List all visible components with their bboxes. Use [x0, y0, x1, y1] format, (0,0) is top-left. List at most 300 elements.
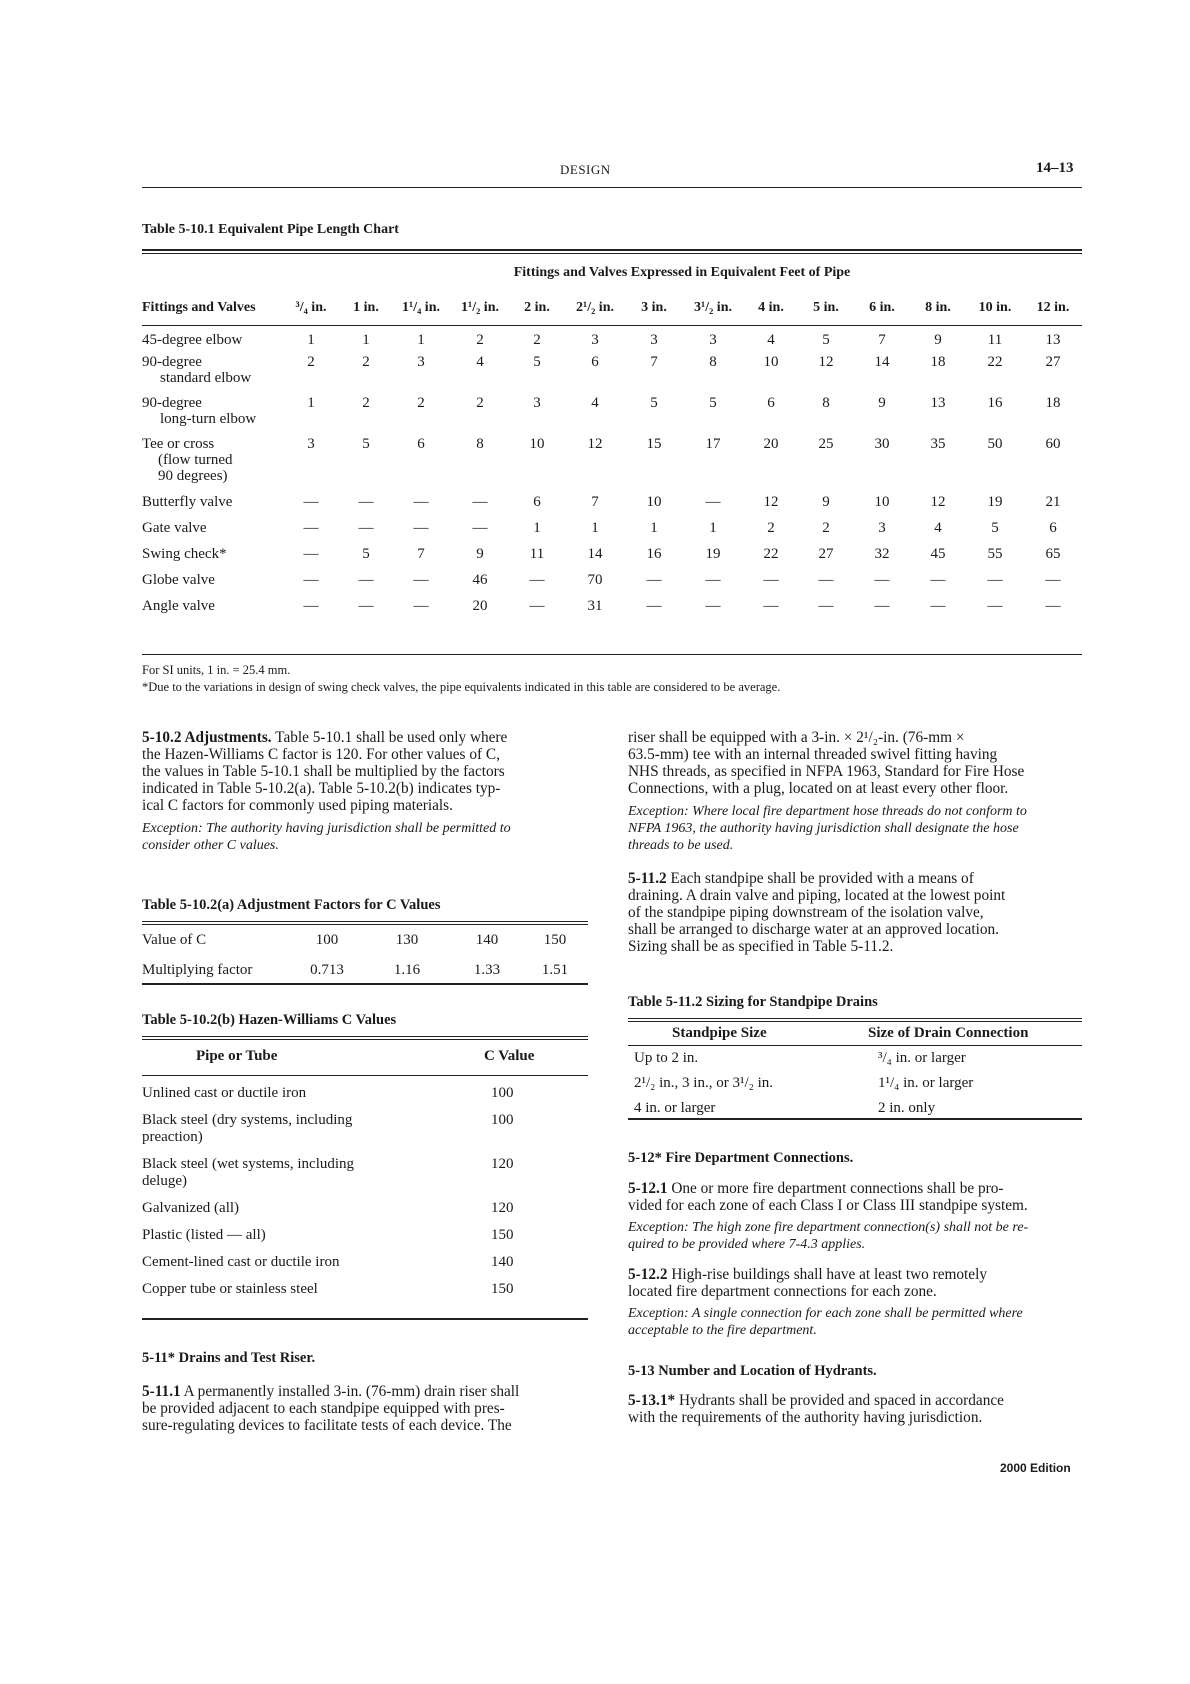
- para-line: riser shall be equipped with a 3-in. × 2¹/₂-in. (76-mm ×: [628, 729, 965, 746]
- table-row: [142, 326, 1082, 352]
- table-cell: —: [874, 571, 890, 588]
- table-cell: 18: [930, 353, 946, 370]
- row-label: [142, 596, 282, 622]
- table-cell: 6: [1049, 519, 1057, 536]
- table-cell: 5: [362, 545, 370, 562]
- table-cell: —: [987, 571, 1003, 588]
- table-cell: 31: [587, 597, 603, 614]
- exception-line: NFPA 1963, the authority having jurisdiction shall designate the hose: [628, 821, 1019, 836]
- section-5-11-heading: 5-11* Drains and Test Riser.: [142, 1350, 316, 1366]
- table-row: [142, 1112, 588, 1146]
- para-line: A permanently installed 3-in. (76-mm) drain riser shall: [183, 1383, 520, 1400]
- table-cell: 2: [417, 394, 425, 411]
- para-line: High-rise buildings shall have at least two remotely: [671, 1266, 987, 1283]
- rule: [142, 924, 588, 925]
- section-5-12-2: [628, 1266, 1082, 1300]
- table-cell: 27: [818, 545, 834, 562]
- row-label: [142, 518, 282, 544]
- table-cell: 12: [818, 353, 834, 370]
- c-value: 120: [491, 1200, 514, 1216]
- table-row: [142, 1254, 588, 1271]
- section-number: 5-12.2: [628, 1266, 668, 1283]
- table-top-rule: [142, 249, 1082, 251]
- table-cell: —: [303, 597, 319, 614]
- row-label: [142, 544, 282, 570]
- table-row: [142, 434, 1082, 492]
- para-line: vided for each zone of each Class I or Class III standpipe system.: [628, 1197, 1028, 1214]
- standpipe-size: 2¹/₂ in., 3 in., or 3¹/₂ in.: [634, 1075, 774, 1091]
- row-label-line: 45-degree elbow: [142, 332, 243, 348]
- exception-3: [628, 1219, 1082, 1253]
- table-cell: 14: [587, 545, 603, 562]
- row-label: [142, 434, 282, 492]
- rule: [142, 1039, 588, 1040]
- table-cell: 1: [307, 394, 315, 411]
- pipe-material-line: Unlined cast or ductile iron: [142, 1085, 307, 1101]
- table-cell: 1: [650, 519, 658, 536]
- pipe-material-line: Black steel (wet systems, including: [142, 1156, 355, 1172]
- table-cell: 4: [476, 353, 484, 370]
- table-cell: 1: [417, 332, 425, 348]
- pipe-material-line: Cement-lined cast or ductile iron: [142, 1254, 340, 1270]
- riser-paragraph: [628, 729, 1082, 797]
- col-header-size: 2¹/₂ in.: [576, 300, 614, 315]
- table-cell: 13: [930, 394, 946, 411]
- table-cell: —: [705, 571, 721, 588]
- col-header-size: 12 in.: [1036, 300, 1070, 315]
- table-cell: 46: [472, 571, 488, 588]
- col-header-size: 1¹/₂ in.: [461, 300, 499, 315]
- table-cell: 65: [1045, 545, 1061, 562]
- row-label-line: Angle valve: [142, 597, 215, 614]
- table-row: [142, 596, 1082, 622]
- table-cell: 3: [878, 519, 886, 536]
- table-cell: 6: [533, 493, 541, 510]
- table-cell: —: [303, 519, 319, 536]
- edition-footer: 2000 Edition: [1000, 1461, 1071, 1475]
- exception-2: [628, 803, 1082, 854]
- section-5-10-2: [142, 729, 588, 814]
- exception-line: quired to be provided where 7-4.3 applies.: [628, 1237, 866, 1252]
- table-cell: 2: [307, 353, 315, 370]
- exception-line: consider other C values.: [142, 838, 279, 853]
- row-label: [142, 352, 282, 393]
- table-cell: 4: [767, 332, 775, 348]
- rule: [142, 1036, 588, 1037]
- table-cell: —: [529, 597, 545, 614]
- exception-line: acceptable to the fire department.: [628, 1323, 817, 1338]
- table-cell: 3: [650, 332, 658, 348]
- table-cell: 2: [767, 519, 775, 536]
- table-cell: 45: [930, 545, 946, 562]
- table-cell: —: [930, 597, 946, 614]
- c-value: 150: [491, 1227, 514, 1243]
- page-number: 14–13: [1036, 160, 1074, 176]
- exception-line: Exception: The high zone fire department connection(s) shall not be re-: [628, 1220, 1029, 1235]
- table-cell: —: [763, 571, 779, 588]
- para-line: the Hazen-Williams C factor is 120. For other values of C,: [142, 746, 500, 763]
- cell: 150: [543, 932, 567, 948]
- table-cell: —: [1045, 571, 1061, 588]
- row-label-line: (flow turned: [158, 451, 233, 468]
- row-label: [142, 393, 282, 434]
- pipe-material: [142, 1227, 442, 1244]
- table-cell: 6: [767, 394, 775, 411]
- c-value: 100: [491, 1112, 514, 1128]
- table-cell: 25: [818, 435, 834, 452]
- section-number: 5-12.1: [628, 1180, 668, 1197]
- table-cell: —: [705, 493, 721, 510]
- table-row: [142, 570, 1082, 596]
- section-5-13-heading: 5-13 Number and Location of Hydrants.: [628, 1363, 877, 1379]
- table-cell: 2: [533, 332, 541, 348]
- standpipe-size: 4 in. or larger: [634, 1100, 716, 1116]
- table-cell: —: [358, 493, 374, 510]
- row-label-line: standard elbow: [160, 369, 252, 386]
- table-cell: 2: [362, 353, 370, 370]
- row-label-line: Gate valve: [142, 519, 207, 536]
- table-cell: 16: [646, 545, 662, 562]
- table-cell: 5: [991, 519, 999, 536]
- pipe-material-line: Black steel (dry systems, including: [142, 1112, 353, 1128]
- pipe-material-line: Copper tube or stainless steel: [142, 1281, 318, 1297]
- para-line: Connections, with a plug, located on at least every other floor.: [628, 780, 1009, 797]
- table-cell: 10: [763, 353, 779, 370]
- table-note-si: For SI units, 1 in. = 25.4 mm.: [142, 663, 291, 677]
- table-cell: 2: [822, 519, 830, 536]
- table-cell: 32: [874, 545, 890, 562]
- table-cell: 5: [709, 394, 717, 411]
- table-row: [142, 492, 1082, 518]
- table-note-average: *Due to the variations in design of swing check valves, the pipe equivalents indicated in this table are considered to be average.: [142, 680, 781, 694]
- table-cell: —: [413, 519, 429, 536]
- cell: 0.713: [310, 961, 344, 978]
- col-header-size: 6 in.: [869, 300, 895, 315]
- section-number: 5-11.2: [628, 870, 667, 887]
- table-cell: —: [472, 519, 488, 536]
- section-number: 5-10.2 Adjustments.: [142, 729, 272, 746]
- rule: [142, 921, 588, 922]
- table-cell: 2: [362, 394, 370, 411]
- col-header-size: 3¹/₂ in.: [694, 300, 732, 315]
- table-cell: 3: [417, 353, 425, 370]
- table-cell: 22: [987, 353, 1003, 370]
- row-label: [142, 492, 282, 518]
- table-cell: 5: [533, 353, 541, 370]
- table-cell: 27: [1045, 353, 1061, 370]
- pipe-material: [142, 1281, 442, 1298]
- table-5-10-1-title: Table 5-10.1 Equivalent Pipe Length Chart: [142, 222, 399, 237]
- table-cell: 20: [763, 435, 779, 452]
- table-cell: 7: [417, 545, 425, 562]
- table-row: [142, 1156, 588, 1190]
- table-cell: 9: [934, 332, 942, 348]
- table-cell: 9: [878, 394, 886, 411]
- exception-line: Exception: A single connection for each zone shall be permitted where: [628, 1306, 1023, 1321]
- col-header-size: 1¹/₄ in.: [402, 300, 440, 315]
- table-row: [142, 544, 1082, 570]
- rule: [628, 1018, 1082, 1019]
- table-cell: 3: [307, 435, 315, 452]
- table-cell: 1: [591, 519, 599, 536]
- table-cell: —: [303, 493, 319, 510]
- c-value: 120: [491, 1156, 514, 1172]
- cell: 130: [395, 932, 419, 948]
- pipe-material-line: Galvanized (all): [142, 1200, 240, 1216]
- table-cell: 7: [878, 332, 886, 348]
- table-cell: 7: [650, 353, 658, 370]
- row-label-line: 90 degrees): [158, 467, 228, 484]
- table-5-11-2-title: Table 5-11.2 Sizing for Standpipe Drains: [628, 994, 878, 1010]
- table-cell: 13: [1045, 332, 1061, 348]
- table-cell: —: [529, 571, 545, 588]
- table-cell: —: [303, 571, 319, 588]
- table-cell: 3: [533, 394, 541, 411]
- row-label-line: Swing check*: [142, 545, 227, 562]
- table-row: [142, 518, 1082, 544]
- table-cell: 10: [874, 493, 890, 510]
- table-cell: 70: [587, 571, 603, 588]
- table-row: [142, 1281, 588, 1298]
- section-number: 5-13.1*: [628, 1392, 676, 1409]
- table-cell: 9: [476, 545, 484, 562]
- col-header-size: 8 in.: [925, 300, 951, 315]
- table-cell: 8: [476, 435, 484, 452]
- table-cell: 20: [472, 597, 488, 614]
- section-5-13-1: [628, 1392, 1082, 1426]
- col-header-drain: Size of Drain Connection: [868, 1025, 1029, 1041]
- exception-1: [142, 820, 588, 854]
- cell: 140: [475, 932, 499, 948]
- table-cell: —: [1045, 597, 1061, 614]
- para-line: indicated in Table 5-10.2(a). Table 5-10.2(b) indicates typ-: [142, 780, 501, 797]
- table-cell: —: [358, 519, 374, 536]
- drain-connection-size: 2 in. only: [878, 1100, 936, 1116]
- table-bottom-rule: [142, 654, 1082, 655]
- table-cell: 15: [646, 435, 662, 452]
- table-cell: 19: [987, 493, 1003, 510]
- rule: [142, 1075, 588, 1076]
- table-cell: 5: [822, 332, 830, 348]
- table-row: [142, 393, 1082, 434]
- para-line: ical C factors for commonly used piping materials.: [142, 797, 453, 814]
- table-cell: 5: [650, 394, 658, 411]
- table-cell: 7: [591, 493, 599, 510]
- table-cell: 6: [417, 435, 425, 452]
- table-cell: —: [874, 597, 890, 614]
- para-line: sure-regulating devices to facilitate tests of each device. The: [142, 1417, 512, 1434]
- table-cell: —: [413, 493, 429, 510]
- header-rule: [142, 187, 1082, 188]
- table-cell: 2: [476, 332, 484, 348]
- table-cell: 50: [987, 435, 1003, 452]
- col-header-size: 10 in.: [978, 300, 1012, 315]
- para-line: Table 5-10.1 shall be used only where: [275, 729, 508, 746]
- table-cell: —: [818, 571, 834, 588]
- table-cell: 30: [874, 435, 890, 452]
- table-cell: —: [930, 571, 946, 588]
- table-cell: 4: [591, 394, 599, 411]
- col-header-size: 3 in.: [641, 300, 667, 315]
- row-label-line: 90-degree: [142, 353, 202, 370]
- table-row: [142, 352, 1082, 393]
- col-header-standpipe: Standpipe Size: [672, 1025, 767, 1041]
- col-header-size: 1 in.: [353, 300, 379, 315]
- table-cell: —: [413, 571, 429, 588]
- para-line: of the standpipe piping downstream of the isolation valve,: [628, 904, 984, 921]
- standpipe-size: Up to 2 in.: [634, 1050, 699, 1066]
- table-cell: —: [646, 597, 662, 614]
- table-cell: 10: [529, 435, 545, 452]
- cell: Multiplying factor: [142, 961, 253, 978]
- table-cell: 1: [362, 332, 370, 348]
- c-value: 150: [491, 1281, 514, 1297]
- rule: [628, 1118, 1082, 1120]
- pipe-material: [142, 1085, 442, 1102]
- table-cell: 1: [709, 519, 717, 536]
- row-label: [142, 570, 282, 596]
- para-line: shall be arranged to discharge water at an approved location.: [628, 921, 999, 938]
- table-cell: —: [358, 571, 374, 588]
- pipe-material: [142, 1156, 442, 1190]
- row-label-line: 90-degree: [142, 394, 202, 411]
- adjustment-factors-table: [142, 926, 588, 985]
- col-header-pipe: Pipe or Tube: [196, 1048, 278, 1064]
- col-header-fittings: Fittings and Valves: [142, 300, 256, 315]
- drain-connection-size: 1¹/₄ in. or larger: [878, 1075, 974, 1091]
- table-cell: 6: [591, 353, 599, 370]
- table-cell: 12: [930, 493, 946, 510]
- cell: 1.51: [541, 961, 569, 978]
- cell: Value of C: [142, 932, 207, 948]
- table-cell: 18: [1045, 394, 1061, 411]
- rule: [142, 1318, 588, 1320]
- para-line: be provided adjacent to each standpipe equipped with pres-: [142, 1400, 505, 1417]
- table-cell: 8: [822, 394, 830, 411]
- exception-4: [628, 1305, 1082, 1339]
- table-cell: —: [413, 597, 429, 614]
- row-label-line: Butterfly valve: [142, 493, 233, 510]
- para-line: draining. A drain valve and piping, located at the lowest point: [628, 887, 1006, 904]
- table-cell: —: [303, 545, 319, 562]
- para-line: with the requirements of the authority having jurisdiction.: [628, 1409, 983, 1426]
- table-cell: 10: [646, 493, 662, 510]
- table-cell: 4: [934, 519, 942, 536]
- table-cell: 2: [476, 394, 484, 411]
- cell: 1.33: [473, 961, 501, 978]
- table-row: [142, 1200, 588, 1217]
- row-label-line: Tee or cross: [142, 435, 215, 452]
- rule: [628, 1021, 1082, 1022]
- drain-connection-size: ³/₄ in. or larger: [878, 1050, 966, 1066]
- pipe-material: [142, 1200, 442, 1217]
- col-header-size: 2 in.: [524, 300, 550, 315]
- col-header-cvalue: C Value: [484, 1048, 535, 1064]
- table-cell: 60: [1045, 435, 1061, 452]
- table-cell: 35: [930, 435, 946, 452]
- c-value: 100: [491, 1085, 514, 1101]
- col-header-size: ³/₄ in.: [295, 300, 327, 315]
- pipe-material-line: preaction): [142, 1129, 203, 1145]
- table-cell: 21: [1045, 493, 1061, 510]
- table-cell: —: [358, 597, 374, 614]
- table-5-10-2b-title: Table 5-10.2(b) Hazen-Williams C Values: [142, 1012, 397, 1028]
- table-cell: 1: [533, 519, 541, 536]
- row-label: [142, 326, 282, 352]
- table-cell: 19: [705, 545, 721, 562]
- table-cell: —: [646, 571, 662, 588]
- para-line: the values in Table 5-10.1 shall be multiplied by the factors: [142, 763, 505, 780]
- row-label-line: Globe valve: [142, 571, 215, 588]
- pipe-material-line: Plastic (listed — all): [142, 1227, 266, 1243]
- table-cell: 5: [362, 435, 370, 452]
- para-line: located fire department connections for each zone.: [628, 1283, 937, 1300]
- table-cell: 16: [987, 394, 1003, 411]
- table-cell: —: [818, 597, 834, 614]
- para-line: One or more fire department connections shall be pro-: [671, 1180, 1004, 1197]
- exception-line: Exception: Where local fire department hose threads do not conform to: [628, 804, 1027, 819]
- section-5-11-1: [142, 1383, 588, 1434]
- table-cell: 55: [987, 545, 1003, 562]
- para-line: Each standpipe shall be provided with a means of: [670, 870, 974, 887]
- para-line: 63.5-mm) tee with an internal threaded swivel fitting having: [628, 746, 998, 763]
- pipe-material: [142, 1254, 442, 1271]
- table-cell: 17: [705, 435, 721, 452]
- equivalent-pipe-length-table: [142, 255, 1082, 622]
- table-cell: 3: [591, 332, 599, 348]
- table-cell: 3: [709, 332, 717, 348]
- table-cell: —: [987, 597, 1003, 614]
- section-number: 5-11.1: [142, 1383, 181, 1400]
- para-line: Hydrants shall be provided and spaced in accordance: [679, 1392, 1004, 1409]
- running-header: DESIGN: [560, 162, 611, 177]
- section-5-12-1: [628, 1180, 1082, 1214]
- col-header-size: 4 in.: [758, 300, 784, 315]
- cell: 1.16: [393, 961, 421, 978]
- section-5-11-2: [628, 870, 1082, 955]
- exception-line: threads to be used.: [628, 838, 734, 853]
- exception-line: Exception: The authority having jurisdiction shall be permitted to: [142, 821, 511, 836]
- row-label-line: long-turn elbow: [160, 410, 257, 427]
- table-cell: 22: [763, 545, 779, 562]
- section-5-12-heading: 5-12* Fire Department Connections.: [628, 1150, 854, 1166]
- col-header-size: 5 in.: [813, 300, 839, 315]
- pipe-material: [142, 1112, 442, 1146]
- table-cell: 14: [874, 353, 890, 370]
- pipe-material-line: deluge): [142, 1173, 187, 1189]
- cell: 100: [315, 932, 339, 948]
- table-cell: 12: [763, 493, 779, 510]
- table-row: [142, 1085, 588, 1102]
- para-line: NHS threads, as specified in NFPA 1963, Standard for Fire Hose: [628, 763, 1025, 780]
- table-top-rule-2: [142, 253, 1082, 254]
- table-cell: —: [705, 597, 721, 614]
- table-cell: 11: [987, 332, 1003, 348]
- table-row: [142, 1227, 588, 1244]
- table-cell: —: [472, 493, 488, 510]
- table-cell: —: [763, 597, 779, 614]
- table-cell: 1: [307, 332, 315, 348]
- rule: [142, 983, 588, 985]
- table-cell: 11: [529, 545, 545, 562]
- table-cell: 12: [587, 435, 603, 452]
- c-value: 140: [491, 1254, 514, 1270]
- table-cell: 8: [709, 353, 717, 370]
- para-line: Sizing shall be as specified in Table 5-11.2.: [628, 938, 894, 955]
- rule: [628, 1045, 1082, 1046]
- span-header: Fittings and Valves Expressed in Equivalent Feet of Pipe: [513, 265, 851, 280]
- table-cell: 9: [822, 493, 830, 510]
